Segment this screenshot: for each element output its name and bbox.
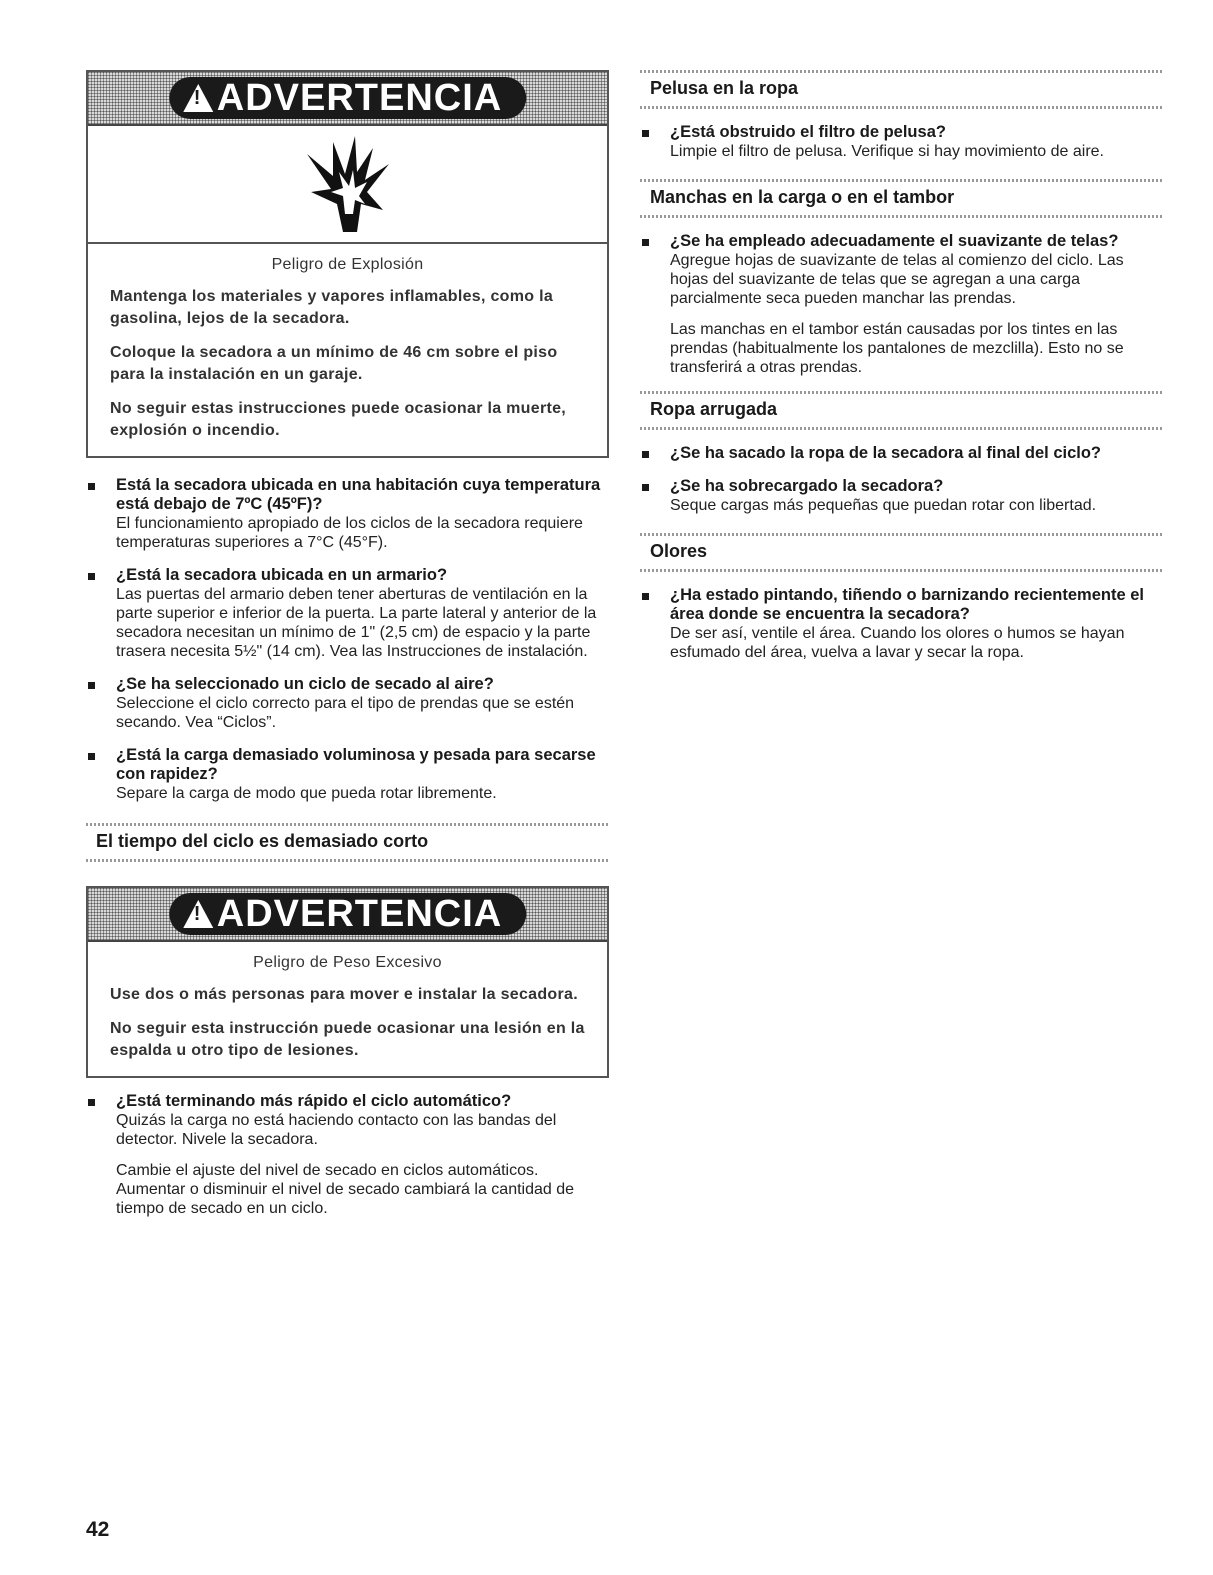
- warning-paragraph: Coloque la secadora a un mínimo de 46 cm sobre el piso para la instalación en un garaje.: [110, 344, 558, 383]
- warning-paragraph: Mantenga los materiales y vapores inflamables, como la gasolina, lejos de la secadora.: [110, 288, 554, 327]
- page-number: 42: [86, 1518, 110, 1541]
- answer: Las puertas del armario deben tener aberturas de ventilación en la parte superior e inferior de la puerta. La parte lateral y anterior de la secadora necesitan un mínimo de 1" (2,5 cm) de espacio y la parte trasera necesita 5½" (14 cm). Vea las Instrucciones de instalación.: [116, 586, 597, 660]
- section-heading-cycle-short: [86, 823, 610, 862]
- answer: Seleccione el ciclo correcto para el tipo de prendas que se estén secando. Vea “Ciclos”.: [116, 695, 575, 731]
- answer: Limpie el filtro de pelusa. Verifique si hay movimiento de aire.: [670, 143, 1104, 160]
- warning-title: Peligro de Peso Excesivo: [253, 954, 442, 971]
- list-item: [640, 232, 1162, 377]
- list-item: [640, 477, 1162, 515]
- warning-triangle-icon: [183, 900, 213, 928]
- answer: El funcionamiento apropiado de los ciclos de la secadora requiere temperaturas superiores a 7°C (45°F).: [116, 515, 583, 551]
- explosion-icon: [88, 126, 607, 244]
- warning-banner: [88, 888, 607, 942]
- answer: Agregue hojas de suavizante de telas al comienzo del ciclo. Las hojas del suavizante de telas que se agregan a una carga parcialmente seca pueden manchar las prendas.: [670, 252, 1124, 307]
- question: ¿Está terminando más rápido el ciclo automático?: [116, 1092, 512, 1110]
- list-item: [86, 675, 610, 732]
- section-title: Manchas en la carga o en el tambor: [650, 187, 955, 207]
- list-item: [86, 1092, 610, 1218]
- warning-box-explosion: [86, 70, 609, 458]
- answer: Seque cargas más pequeñas que puedan rotar con libertad.: [670, 497, 1097, 514]
- question: ¿Se ha empleado adecuadamente el suavizante de telas?: [670, 232, 1119, 250]
- warning-triangle-icon: [183, 84, 213, 112]
- question: Está la secadora ubicada en una habitación cuya temperatura está debajo de 7ºC (45ºF)?: [116, 476, 601, 513]
- section-heading-odors: [640, 533, 1162, 572]
- list-item: [640, 586, 1162, 662]
- warning-body: [88, 244, 607, 456]
- section-title: Pelusa en la ropa: [650, 78, 799, 98]
- list-item: [640, 444, 1162, 463]
- right-column: [640, 70, 1162, 676]
- warning-body: [88, 942, 607, 1076]
- warning-paragraph: Use dos o más personas para mover e instalar la secadora.: [110, 986, 578, 1003]
- section-title: Ropa arrugada: [650, 399, 778, 419]
- question: ¿Se ha sobrecargado la secadora?: [670, 477, 944, 495]
- section-title: Olores: [650, 541, 708, 561]
- question: ¿Ha estado pintando, tiñendo o barnizando recientemente el área donde se encuentra la secadora?: [670, 586, 1144, 623]
- warning-title: Peligro de Explosión: [271, 256, 424, 273]
- section-heading-stains: [640, 179, 1162, 218]
- answer: Quizás la carga no está haciendo contacto con las bandas del detector. Nivele la secadora.: [116, 1112, 557, 1148]
- warning-banner: [88, 72, 607, 126]
- answer-extra: Las manchas en el tambor están causadas por los tintes en las prendas (habitualmente los pantalones de mezclilla). Esto no se transferirá a otras prendas.: [670, 321, 1124, 376]
- question: ¿Se ha seleccionado un ciclo de secado al aire?: [116, 675, 494, 693]
- section-title: El tiempo del ciclo es demasiado corto: [96, 831, 429, 851]
- answer: De ser así, ventile el área. Cuando los olores o humos se hayan esfumado del área, vuelva a lavar y secar la ropa.: [670, 625, 1125, 661]
- question: ¿Está obstruido el filtro de pelusa?: [670, 123, 946, 141]
- warning-pill: [169, 77, 526, 119]
- list-item: [86, 746, 610, 803]
- question: ¿Está la carga demasiado voluminosa y pesada para secarse con rapidez?: [116, 746, 596, 783]
- warning-banner-label: ADVERTENCIA: [216, 76, 503, 119]
- warning-banner-label: ADVERTENCIA: [216, 892, 503, 935]
- question: ¿Está la secadora ubicada en un armario?: [116, 566, 448, 584]
- answer: Separe la carga de modo que pueda rotar libremente.: [116, 785, 497, 802]
- warning-paragraph: No seguir esta instrucción puede ocasionar una lesión en la espalda u otro tipo de lesiones.: [110, 1020, 585, 1059]
- warning-paragraph: No seguir estas instrucciones puede ocasionar la muerte, explosión o incendio.: [110, 400, 567, 439]
- warning-box-weight: [86, 886, 609, 1078]
- list-item: [86, 566, 610, 661]
- warning-pill: [169, 893, 526, 935]
- section-heading-wrinkled: [640, 391, 1162, 430]
- left-column: [86, 70, 610, 1232]
- list-item: [86, 476, 610, 552]
- section-heading-lint: [640, 70, 1162, 109]
- answer-extra: Cambie el ajuste del nivel de secado en ciclos automáticos. Aumentar o disminuir el nivel de secado cambiará la cantidad de tiempo de secado en un ciclo.: [116, 1162, 575, 1217]
- question: ¿Se ha sacado la ropa de la secadora al final del ciclo?: [670, 444, 1101, 462]
- list-item: [640, 123, 1162, 161]
